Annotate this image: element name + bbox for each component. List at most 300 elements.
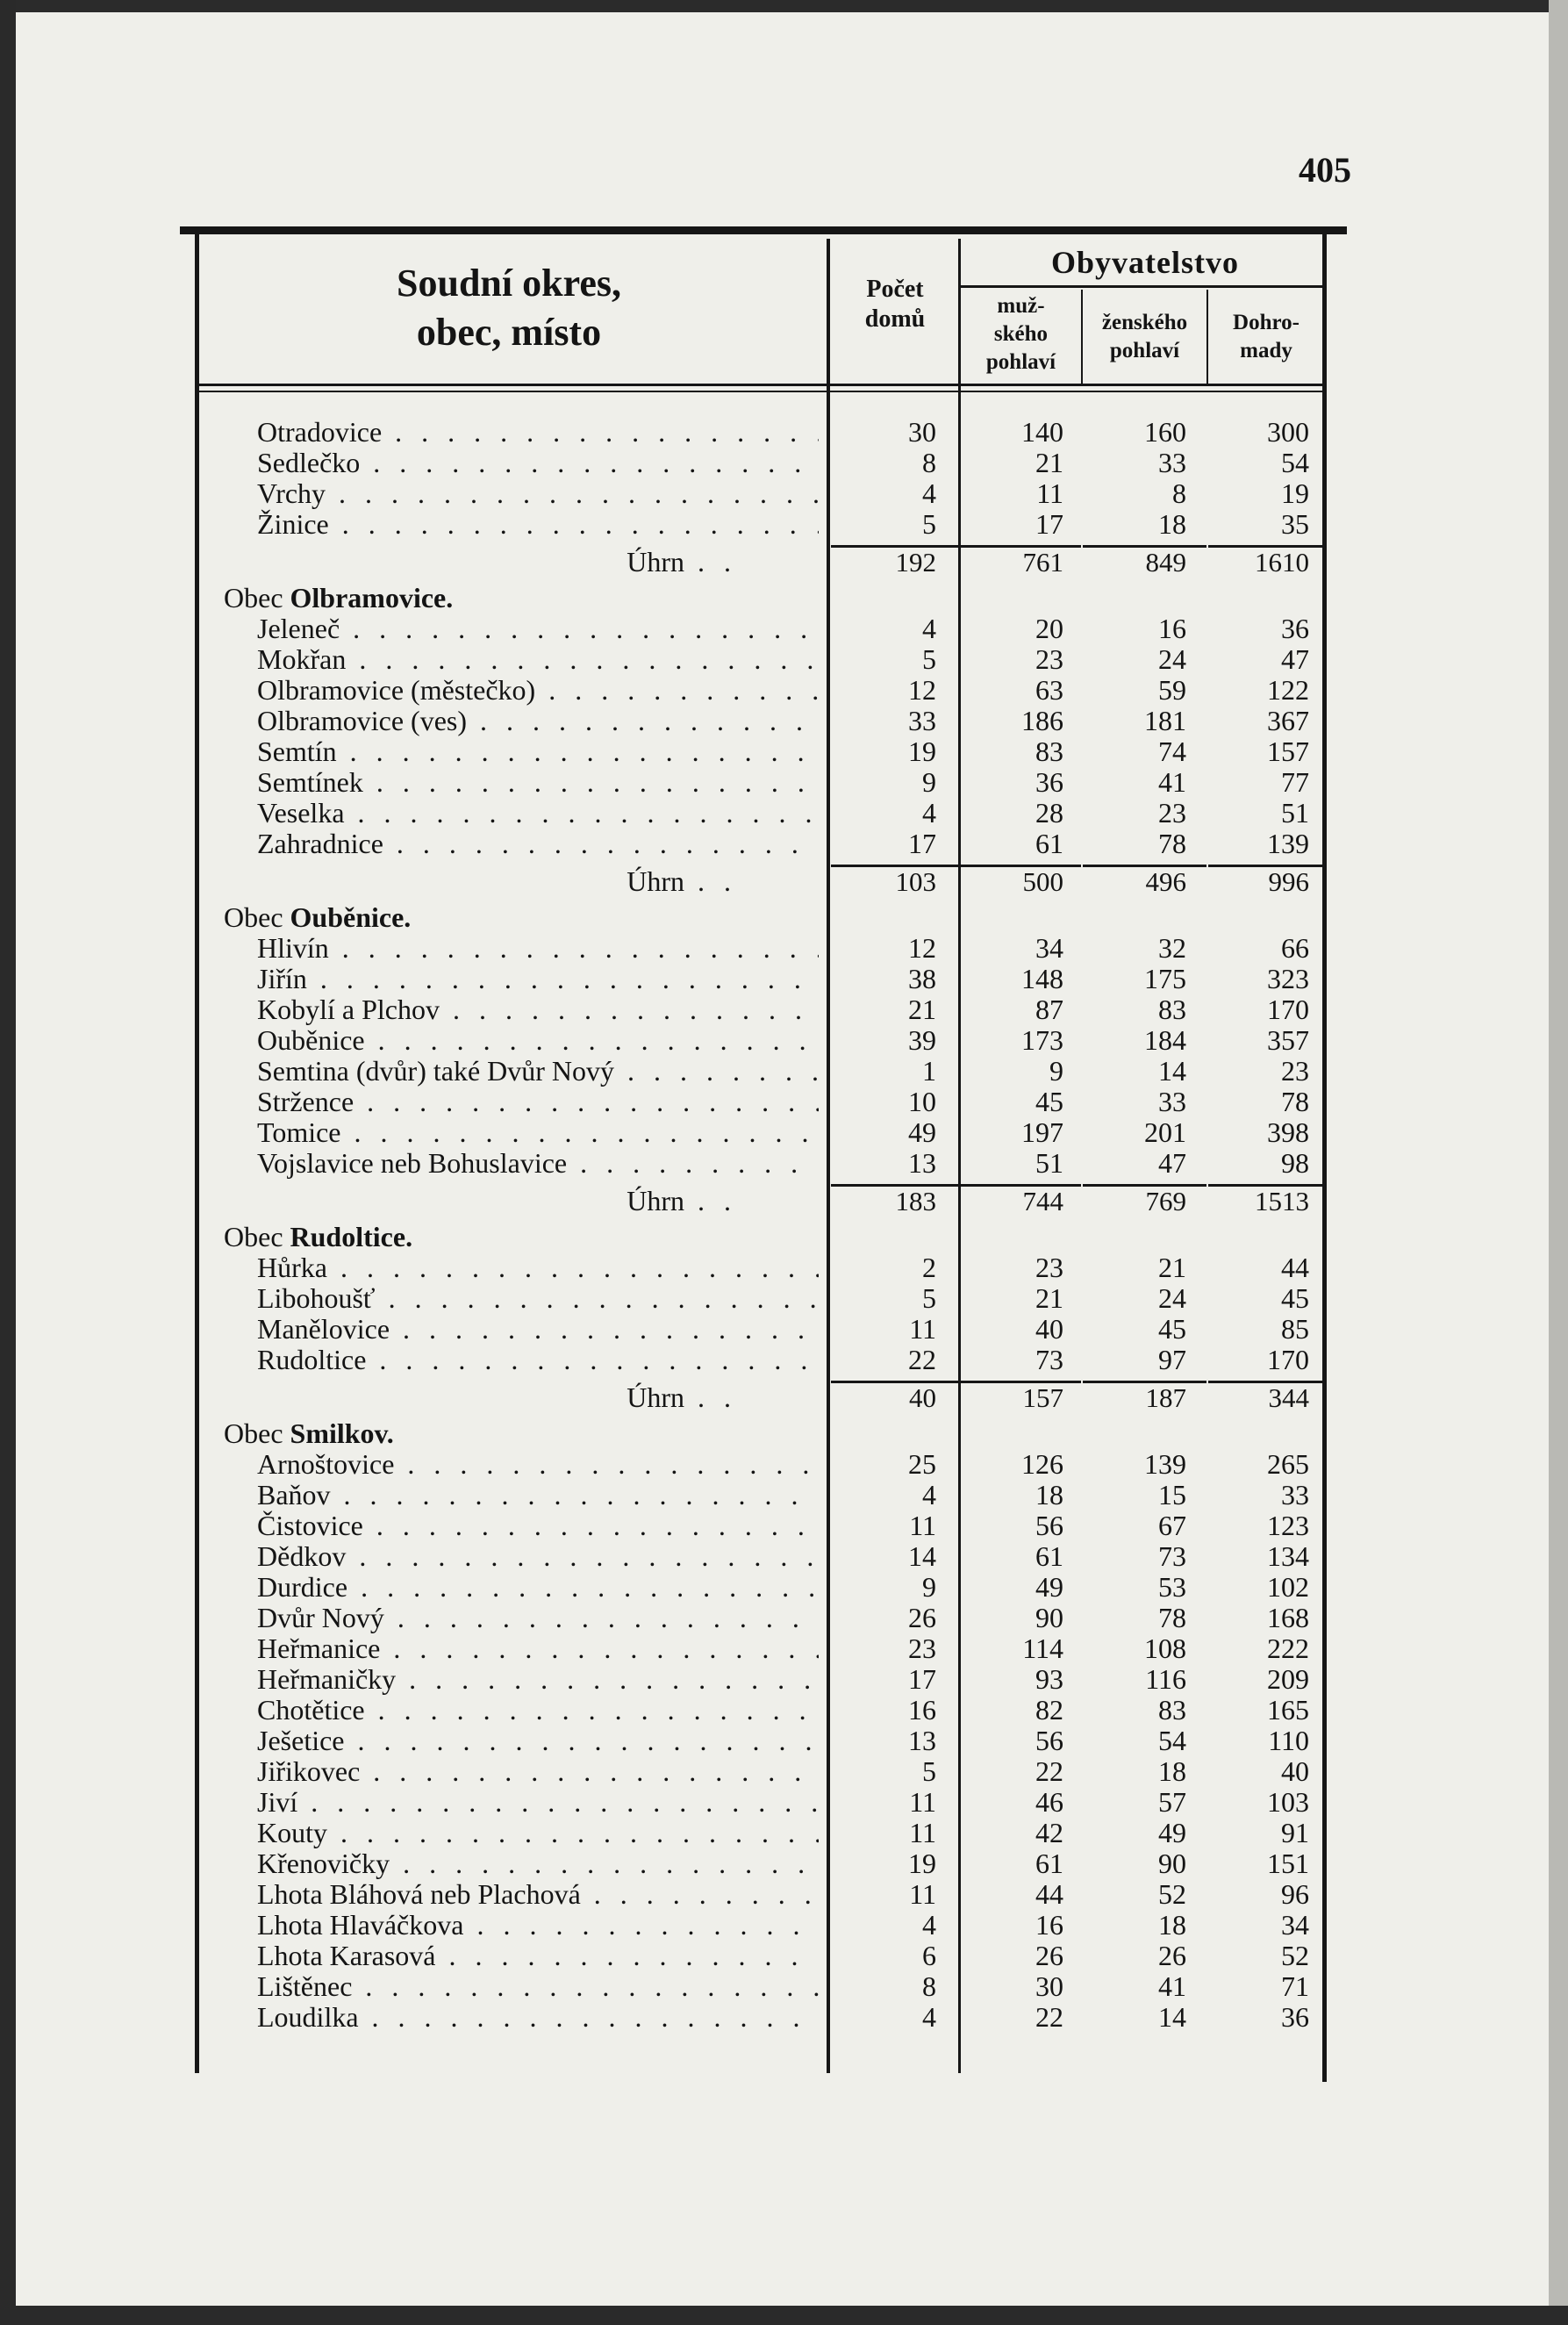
male-cell: 61 (1035, 828, 1063, 859)
total-cell: 71 (1281, 1970, 1309, 2002)
column-header-female (1085, 309, 1205, 365)
female-cell: 15 (1158, 1479, 1186, 1511)
female-cell: 32 (1158, 932, 1186, 964)
houses-cell: 5 (922, 643, 936, 675)
table-row (0, 644, 1568, 675)
column-separator-female (1081, 290, 1083, 386)
place-name: Žinice . . . (257, 509, 819, 540)
male-cell: 40 (1035, 1313, 1063, 1345)
female-cell: 14 (1158, 1055, 1186, 1087)
place-name: Rudoltice . . . (257, 1345, 819, 1375)
municipality-prefix: Obec (224, 583, 290, 614)
houses-cell: 5 (922, 1282, 936, 1314)
houses-cell: 16 (908, 1694, 936, 1726)
houses-cell: 11 (909, 1817, 936, 1848)
table-row (0, 417, 1568, 448)
houses-cell: 49 (908, 1116, 936, 1148)
table-row (0, 1025, 1568, 1056)
column-header-total (1210, 309, 1322, 365)
female-cell: 181 (1144, 705, 1186, 736)
table-row (0, 1818, 1568, 1848)
total-cell: 157 (1267, 736, 1309, 767)
male-cell: 22 (1035, 2001, 1063, 2033)
female-cell: 108 (1144, 1633, 1186, 1664)
table-row (0, 964, 1568, 994)
houses-cell: 4 (922, 477, 936, 509)
total-cell: 85 (1281, 1313, 1309, 1345)
table-row (0, 509, 1568, 540)
female-cell: 139 (1144, 1448, 1186, 1480)
table-row (0, 1056, 1568, 1087)
table-row (0, 1695, 1568, 1726)
houses-cell: 13 (908, 1725, 936, 1756)
total-row (0, 1186, 1568, 1216)
total-cell: 323 (1267, 963, 1309, 994)
male-cell: 17 (1035, 508, 1063, 540)
total-label: Úhrn . . (614, 866, 737, 897)
page-number: 405 (1299, 150, 1351, 190)
houses-cell: 33 (908, 705, 936, 736)
male-cell: 61 (1035, 1848, 1063, 1879)
female-cell: 78 (1158, 828, 1186, 859)
total-row (0, 1382, 1568, 1413)
total-cell: 265 (1267, 1448, 1309, 1480)
table-row (0, 1910, 1568, 1941)
table-row (0, 614, 1568, 644)
houses-cell: 13 (908, 1147, 936, 1179)
male-cell: 148 (1021, 963, 1063, 994)
houses-cell: 19 (908, 736, 936, 767)
total-cell: 36 (1281, 613, 1309, 644)
houses-cell: 8 (922, 447, 936, 478)
place-name: Mokřan . . . (257, 644, 819, 675)
male-cell: 20 (1035, 613, 1063, 644)
male-cell: 157 (1022, 1382, 1063, 1413)
female-cell: 26 (1158, 1940, 1186, 1971)
total-cell: 34 (1281, 1909, 1309, 1941)
total-cell: 110 (1268, 1725, 1309, 1756)
municipality-name: Rudoltice. (290, 1222, 413, 1252)
place-name: Lhota Bláhová neb Plachová . . . (257, 1879, 819, 1910)
column-header-place-line1: Soudní okres, (397, 262, 621, 305)
total-cell: 36 (1281, 2001, 1309, 2033)
female-cell: 24 (1158, 643, 1186, 675)
place-name: Jiřín . . . (257, 964, 819, 994)
table-row (0, 1726, 1568, 1756)
table-row (0, 1603, 1568, 1633)
total-cell: 122 (1267, 674, 1309, 706)
male-cell: 26 (1035, 1940, 1063, 1971)
total-cell: 139 (1267, 828, 1309, 859)
place-name: Libohoušť . . . (257, 1283, 819, 1314)
male-cell: 186 (1021, 705, 1063, 736)
female-cell: 769 (1145, 1186, 1186, 1216)
female-cell: 57 (1158, 1786, 1186, 1818)
column-header-place (206, 259, 812, 357)
male-cell: 114 (1022, 1633, 1063, 1664)
column-header-houses-line2: domů (864, 305, 926, 333)
female-cell: 8 (1172, 477, 1186, 509)
table-row (0, 1283, 1568, 1314)
municipality-label (224, 1222, 785, 1252)
place-name: Otradovice . . . (257, 417, 819, 448)
municipality-row (0, 583, 1568, 614)
houses-cell: 11 (909, 1510, 936, 1541)
houses-cell: 5 (922, 1755, 936, 1787)
place-name: Kobylí a Plchov . . . (257, 994, 819, 1025)
table-row (0, 1449, 1568, 1480)
houses-cell: 1 (922, 1055, 936, 1087)
place-name: Hlivín . . . (257, 933, 819, 964)
houses-cell: 22 (908, 1344, 936, 1375)
place-name: Dvůr Nový . . . (257, 1603, 819, 1633)
houses-cell: 4 (922, 2001, 936, 2033)
group-header-rule (961, 285, 1325, 288)
scan-edge-top (0, 0, 1568, 12)
houses-cell: 14 (908, 1540, 936, 1572)
place-name: Křenovičky . . . (257, 1848, 819, 1879)
female-cell: 90 (1158, 1848, 1186, 1879)
table-row (0, 1848, 1568, 1879)
male-cell: 36 (1035, 766, 1063, 798)
place-name: Jiví . . . (257, 1787, 819, 1818)
male-cell: 82 (1035, 1694, 1063, 1726)
total-label: Úhrn . . (614, 1382, 737, 1413)
total-cell: 52 (1281, 1940, 1309, 1971)
male-cell: 9 (1049, 1055, 1063, 1087)
place-name: Jiřikovec . . . (257, 1756, 819, 1787)
houses-cell: 8 (922, 1970, 936, 2002)
place-name: Vojslavice neb Bohuslavice . . . (257, 1148, 819, 1179)
male-cell: 126 (1021, 1448, 1063, 1480)
table-row (0, 1879, 1568, 1910)
total-cell: 35 (1281, 508, 1309, 540)
table-row (0, 994, 1568, 1025)
place-name: Chotětice . . . (257, 1695, 819, 1726)
male-cell: 22 (1035, 1755, 1063, 1787)
scan-edge-bottom (0, 2306, 1568, 2325)
female-cell: 116 (1145, 1663, 1186, 1695)
total-cell: 1610 (1255, 547, 1309, 578)
table-row (0, 767, 1568, 798)
houses-cell: 40 (909, 1382, 936, 1413)
houses-cell: 12 (908, 674, 936, 706)
total-cell: 300 (1267, 416, 1309, 448)
female-cell: 160 (1144, 416, 1186, 448)
place-name: Veselka . . . (257, 798, 819, 829)
column-header-male-line3: pohlaví (985, 350, 1056, 374)
houses-cell: 6 (922, 1940, 936, 1971)
male-cell: 93 (1035, 1663, 1063, 1695)
female-cell: 41 (1158, 1970, 1186, 2002)
male-cell: 16 (1035, 1909, 1063, 1941)
total-cell: 1513 (1255, 1186, 1309, 1216)
table-row (0, 675, 1568, 706)
male-cell: 18 (1035, 1479, 1063, 1511)
male-cell: 83 (1035, 736, 1063, 767)
male-cell: 21 (1035, 447, 1063, 478)
male-cell: 744 (1022, 1186, 1063, 1216)
place-name: Loudilka . . . (257, 2002, 819, 2033)
houses-cell: 9 (922, 766, 936, 798)
houses-cell: 103 (895, 866, 936, 897)
total-cell: 357 (1267, 1024, 1309, 1056)
place-name: Heřmanice . . . (257, 1633, 819, 1664)
total-cell: 134 (1267, 1540, 1309, 1572)
place-name: Hůrka . . . (257, 1252, 819, 1283)
houses-cell: 19 (908, 1848, 936, 1879)
female-cell: 21 (1158, 1252, 1186, 1283)
total-cell: 98 (1281, 1147, 1309, 1179)
table-row (0, 1314, 1568, 1345)
total-cell: 222 (1267, 1633, 1309, 1664)
houses-cell: 12 (908, 932, 936, 964)
female-cell: 496 (1145, 866, 1186, 897)
place-name: Čistovice . . . (257, 1511, 819, 1541)
place-name: Ouběnice . . . (257, 1025, 819, 1056)
place-name: Zahradnice . . . (257, 829, 819, 859)
column-separator-total (1206, 290, 1208, 386)
male-cell: 49 (1035, 1571, 1063, 1603)
male-cell: 28 (1035, 797, 1063, 829)
female-cell: 33 (1158, 447, 1186, 478)
total-cell: 398 (1267, 1116, 1309, 1148)
male-cell: 44 (1035, 1878, 1063, 1910)
place-name: Baňov . . . (257, 1480, 819, 1511)
houses-cell: 5 (922, 508, 936, 540)
place-name: Arnoštovice . . . (257, 1449, 819, 1480)
table-row (0, 1541, 1568, 1572)
female-cell: 73 (1158, 1540, 1186, 1572)
male-cell: 90 (1035, 1602, 1063, 1633)
male-cell: 56 (1035, 1510, 1063, 1541)
table-row (0, 1252, 1568, 1283)
table-row (0, 1633, 1568, 1664)
houses-cell: 30 (908, 416, 936, 448)
municipality-label (224, 1418, 785, 1449)
female-cell: 23 (1158, 797, 1186, 829)
male-cell: 197 (1021, 1116, 1063, 1148)
column-header-place-line2: obec, místo (416, 311, 602, 354)
female-cell: 45 (1158, 1313, 1186, 1345)
female-cell: 14 (1158, 2001, 1186, 2033)
houses-cell: 11 (909, 1786, 936, 1818)
place-name: Lhota Karasová . . . (257, 1941, 819, 1971)
houses-cell: 17 (908, 828, 936, 859)
place-name: Durdice . . . (257, 1572, 819, 1603)
female-cell: 24 (1158, 1282, 1186, 1314)
male-cell: 51 (1035, 1147, 1063, 1179)
male-cell: 34 (1035, 932, 1063, 964)
female-cell: 184 (1144, 1024, 1186, 1056)
female-cell: 201 (1144, 1116, 1186, 1148)
table-row (0, 1345, 1568, 1375)
total-cell: 78 (1281, 1086, 1309, 1117)
table-row (0, 933, 1568, 964)
female-cell: 83 (1158, 1694, 1186, 1726)
female-cell: 18 (1158, 1755, 1186, 1787)
female-cell: 67 (1158, 1510, 1186, 1541)
table-row (0, 829, 1568, 859)
place-name: Sedlečko . . . (257, 448, 819, 478)
place-name: Lhota Hlaváčkova . . . (257, 1910, 819, 1941)
table-row (0, 798, 1568, 829)
female-cell: 33 (1158, 1086, 1186, 1117)
municipality-prefix: Obec (224, 1222, 290, 1252)
houses-cell: 25 (908, 1448, 936, 1480)
table-row (0, 1787, 1568, 1818)
total-label: Úhrn . . (614, 1186, 737, 1216)
place-name: Vrchy . . . (257, 478, 819, 509)
total-cell: 96 (1281, 1878, 1309, 1910)
houses-cell: 39 (908, 1024, 936, 1056)
place-name: Jeleneč . . . (257, 614, 819, 644)
column-header-female-line1: ženského (1101, 311, 1188, 334)
column-header-male-line1: muž- (997, 294, 1045, 318)
place-name: Manělovice . . . (257, 1314, 819, 1345)
total-cell: 23 (1281, 1055, 1309, 1087)
male-cell: 46 (1035, 1786, 1063, 1818)
houses-cell: 4 (922, 1479, 936, 1511)
total-cell: 51 (1281, 797, 1309, 829)
total-cell: 45 (1281, 1282, 1309, 1314)
female-cell: 83 (1158, 994, 1186, 1025)
total-cell: 54 (1281, 447, 1309, 478)
male-cell: 30 (1035, 1970, 1063, 2002)
table-row (0, 1572, 1568, 1603)
houses-cell: 23 (908, 1633, 936, 1664)
houses-cell: 4 (922, 797, 936, 829)
male-cell: 73 (1035, 1344, 1063, 1375)
table-row (0, 1756, 1568, 1787)
houses-cell: 2 (922, 1252, 936, 1283)
male-cell: 45 (1035, 1086, 1063, 1117)
table-row (0, 1148, 1568, 1179)
column-header-female-line2: pohlaví (1109, 339, 1180, 362)
municipality-prefix: Obec (224, 902, 290, 933)
column-header-houses (834, 275, 956, 334)
houses-cell: 11 (909, 1313, 936, 1345)
total-cell: 66 (1281, 932, 1309, 964)
total-row (0, 547, 1568, 578)
total-cell: 40 (1281, 1755, 1309, 1787)
female-cell: 49 (1158, 1817, 1186, 1848)
total-cell: 344 (1268, 1382, 1309, 1413)
female-cell: 52 (1158, 1878, 1186, 1910)
female-cell: 59 (1158, 674, 1186, 706)
female-cell: 78 (1158, 1602, 1186, 1633)
place-name: Stržence . . . (257, 1087, 819, 1117)
place-name: Kouty . . . (257, 1818, 819, 1848)
female-cell: 18 (1158, 1909, 1186, 1941)
male-cell: 21 (1035, 1282, 1063, 1314)
table-row (0, 478, 1568, 509)
header-bottom-rule (197, 384, 1325, 386)
male-cell: 11 (1036, 477, 1063, 509)
table-row (0, 1511, 1568, 1541)
total-cell: 77 (1281, 766, 1309, 798)
municipality-prefix: Obec (224, 1418, 290, 1449)
female-cell: 54 (1158, 1725, 1186, 1756)
table-row (0, 1664, 1568, 1695)
male-cell: 56 (1035, 1725, 1063, 1756)
total-cell: 209 (1267, 1663, 1309, 1695)
place-name: Semtínek . . . (257, 767, 819, 798)
table-row (0, 1087, 1568, 1117)
table-row (0, 2002, 1568, 2033)
total-cell: 44 (1281, 1252, 1309, 1283)
table-row (0, 1480, 1568, 1511)
total-cell: 91 (1281, 1817, 1309, 1848)
female-cell: 849 (1145, 547, 1186, 578)
male-cell: 140 (1021, 416, 1063, 448)
place-name: Heřmaničky . . . (257, 1664, 819, 1695)
total-cell: 47 (1281, 643, 1309, 675)
female-cell: 41 (1158, 766, 1186, 798)
column-header-total-line1: Dohro- (1233, 311, 1300, 334)
municipality-label (224, 902, 785, 933)
total-cell: 996 (1268, 866, 1309, 897)
total-cell: 33 (1281, 1479, 1309, 1511)
municipality-row (0, 902, 1568, 933)
total-cell: 170 (1267, 1344, 1309, 1375)
male-cell: 87 (1035, 994, 1063, 1025)
municipality-row (0, 1222, 1568, 1252)
houses-cell: 10 (908, 1086, 936, 1117)
houses-cell: 21 (908, 994, 936, 1025)
total-cell: 168 (1267, 1602, 1309, 1633)
total-cell: 165 (1267, 1694, 1309, 1726)
houses-cell: 9 (922, 1571, 936, 1603)
total-cell: 102 (1267, 1571, 1309, 1603)
female-cell: 97 (1158, 1344, 1186, 1375)
male-cell: 23 (1035, 643, 1063, 675)
total-label: Úhrn . . (614, 547, 737, 578)
female-cell: 53 (1158, 1571, 1186, 1603)
houses-cell: 4 (922, 613, 936, 644)
total-cell: 367 (1267, 705, 1309, 736)
total-cell: 103 (1267, 1786, 1309, 1818)
houses-cell: 4 (922, 1909, 936, 1941)
female-cell: 74 (1158, 736, 1186, 767)
houses-cell: 11 (909, 1878, 936, 1910)
total-cell: 151 (1267, 1848, 1309, 1879)
male-cell: 761 (1022, 547, 1063, 578)
municipality-label (224, 583, 785, 614)
male-cell: 61 (1035, 1540, 1063, 1572)
place-name: Ješetice . . . (257, 1726, 819, 1756)
total-row (0, 866, 1568, 897)
column-header-male (963, 292, 1079, 377)
municipality-name: Smilkov. (290, 1418, 394, 1449)
female-cell: 47 (1158, 1147, 1186, 1179)
place-name: Lištěnec . . . (257, 1971, 819, 2002)
place-name: Olbramovice (ves) . . . (257, 706, 819, 736)
male-cell: 500 (1022, 866, 1063, 897)
place-name: Semtín . . . (257, 736, 819, 767)
male-cell: 23 (1035, 1252, 1063, 1283)
female-cell: 175 (1144, 963, 1186, 994)
place-name: Tomice . . . (257, 1117, 819, 1148)
table-row (0, 1117, 1568, 1148)
municipality-name: Olbramovice. (290, 583, 454, 614)
column-group-header-population: Obyvatelstvo (1051, 245, 1239, 280)
houses-cell: 192 (895, 547, 936, 578)
table-row (0, 706, 1568, 736)
column-header-male-line2: ského (993, 322, 1049, 346)
header-bottom-rule-2 (197, 391, 1325, 392)
table-row (0, 1971, 1568, 2002)
